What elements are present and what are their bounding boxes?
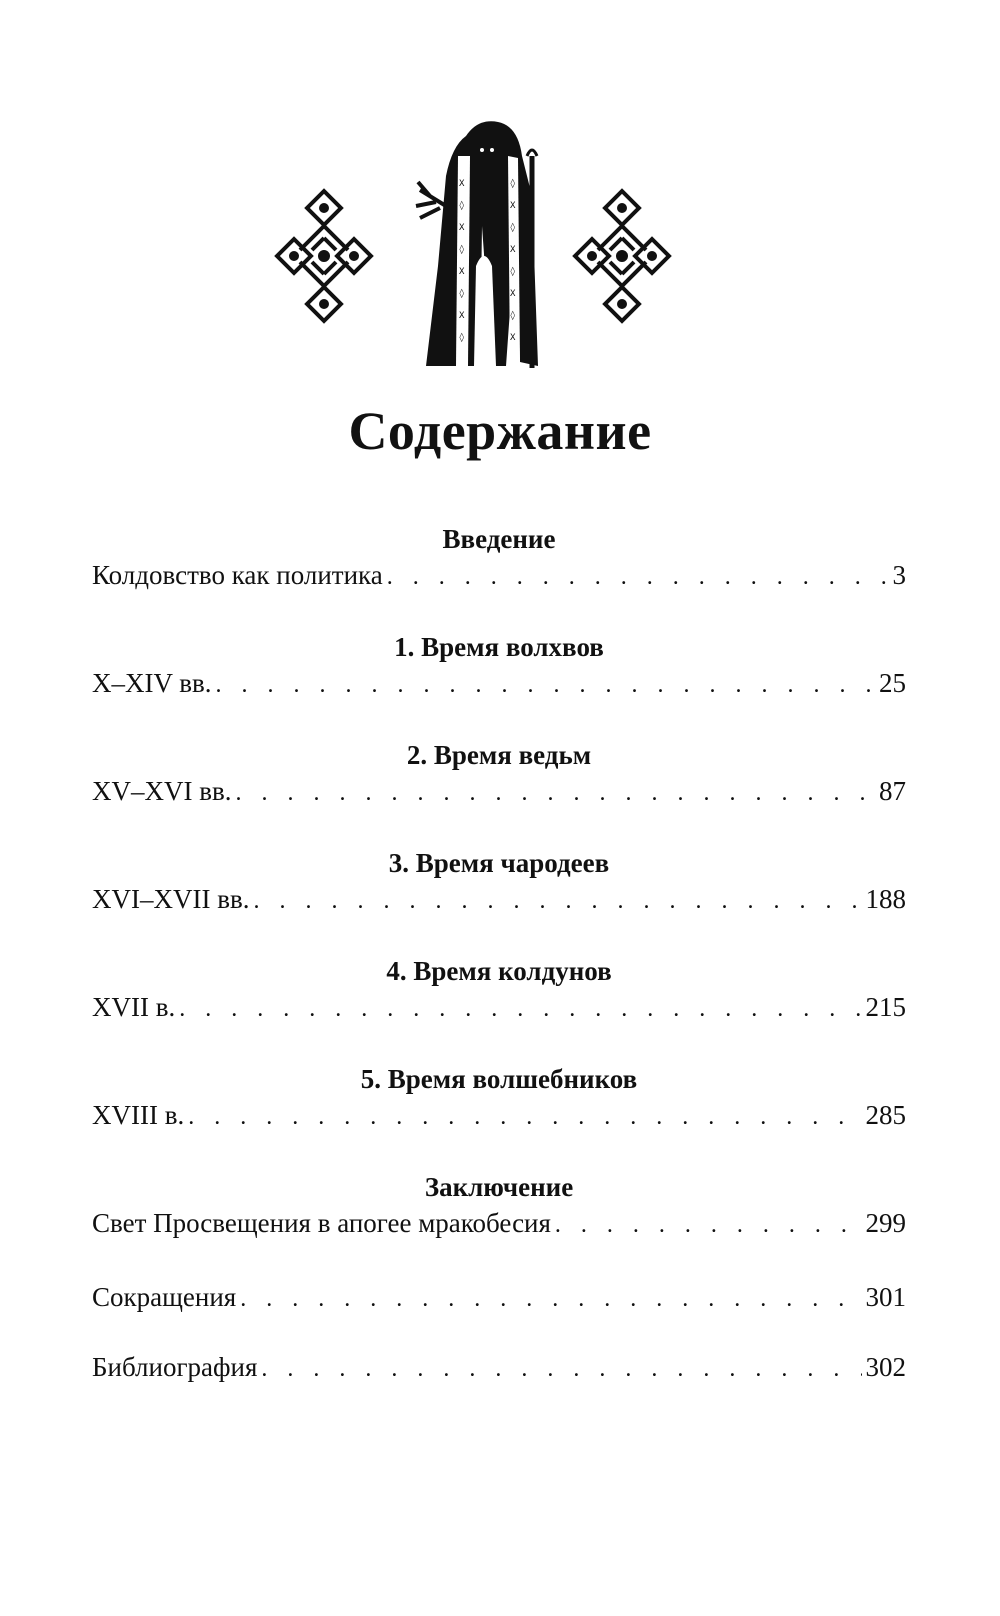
- svg-text:X: X: [459, 311, 465, 321]
- toc-entry-page: 25: [879, 668, 906, 698]
- right-lattice-ornament-icon: [575, 191, 669, 321]
- toc-entry-label: XVI–XVII вв.: [92, 884, 250, 914]
- toc-entry-page: 3: [892, 560, 906, 590]
- toc-entry[interactable]: [92, 992, 906, 1023]
- toc-entry-page: 215: [865, 992, 906, 1022]
- toc-entry-label: Колдовство как политика: [92, 560, 383, 590]
- toc-entry-label: X–XIV вв.: [92, 668, 212, 698]
- toc-entry[interactable]: [92, 668, 906, 699]
- toc-entry-label: XV–XVI вв.: [92, 776, 232, 806]
- svg-text:◊: ◊: [510, 223, 516, 233]
- toc-entry-abbreviations[interactable]: [92, 1282, 906, 1313]
- svg-text:X: X: [510, 201, 516, 211]
- toc-entry[interactable]: [92, 1100, 906, 1131]
- dot-leader: [240, 1286, 861, 1313]
- toc-entry-label: Сокращения: [92, 1282, 237, 1312]
- dot-leader: [555, 1212, 862, 1239]
- toc-entry-page: 87: [879, 776, 906, 806]
- svg-text:X: X: [510, 289, 516, 299]
- section-heading: 5. Время волшебников: [360, 1064, 638, 1094]
- toc-entry-page: 299: [865, 1208, 906, 1238]
- header-ornament: [270, 116, 730, 386]
- toc-entry-label: Библиография: [92, 1352, 258, 1382]
- dot-leader: [235, 780, 875, 807]
- svg-text:X: X: [459, 267, 465, 277]
- svg-text:X: X: [510, 245, 516, 255]
- section-heading: Заключение: [424, 1172, 574, 1202]
- dot-leader: [179, 996, 861, 1023]
- toc-entry[interactable]: [92, 776, 906, 807]
- dot-leader: [188, 1104, 861, 1131]
- toc-entry-bibliography[interactable]: [92, 1352, 906, 1383]
- section-heading: 2. Время ведьм: [406, 740, 592, 770]
- dot-leader: [261, 1356, 861, 1383]
- svg-text:◊: ◊: [510, 311, 516, 321]
- section-heading: 4. Время колдунов: [386, 956, 612, 986]
- svg-text:X: X: [459, 223, 465, 233]
- toc-entry-label: XVIII в.: [92, 1100, 185, 1130]
- section-heading: 1. Время волхвов: [394, 632, 604, 662]
- dot-leader: [216, 672, 876, 699]
- toc-entry-page: 302: [865, 1352, 906, 1382]
- page-title: Содержание: [348, 401, 652, 461]
- toc-entry[interactable]: [92, 884, 906, 915]
- toc-entry[interactable]: [92, 560, 906, 591]
- svg-text:X: X: [510, 333, 516, 343]
- dot-leader: [387, 564, 889, 591]
- toc-entry-label: Свет Просвещения в апогее мракобесия: [92, 1208, 551, 1238]
- svg-text:◊: ◊: [459, 289, 465, 299]
- svg-text:X: X: [459, 179, 465, 189]
- sorcerer-figure-icon: [416, 121, 538, 368]
- toc-entry-label: XVII в.: [92, 992, 176, 1022]
- toc-entry-page: 285: [865, 1100, 906, 1130]
- section-heading: 3. Время чародеев: [388, 848, 610, 878]
- toc-entry-page: 188: [865, 884, 906, 914]
- svg-text:◊: ◊: [459, 245, 465, 255]
- svg-text:◊: ◊: [459, 201, 465, 211]
- toc-entry[interactable]: [92, 1208, 906, 1239]
- svg-text:◊: ◊: [510, 179, 516, 189]
- svg-text:◊: ◊: [510, 267, 516, 277]
- left-lattice-ornament-icon: [277, 191, 371, 321]
- toc-entry-page: 301: [865, 1282, 906, 1312]
- dot-leader: [253, 888, 861, 915]
- svg-text:◊: ◊: [459, 333, 465, 343]
- section-heading: Введение: [442, 524, 556, 554]
